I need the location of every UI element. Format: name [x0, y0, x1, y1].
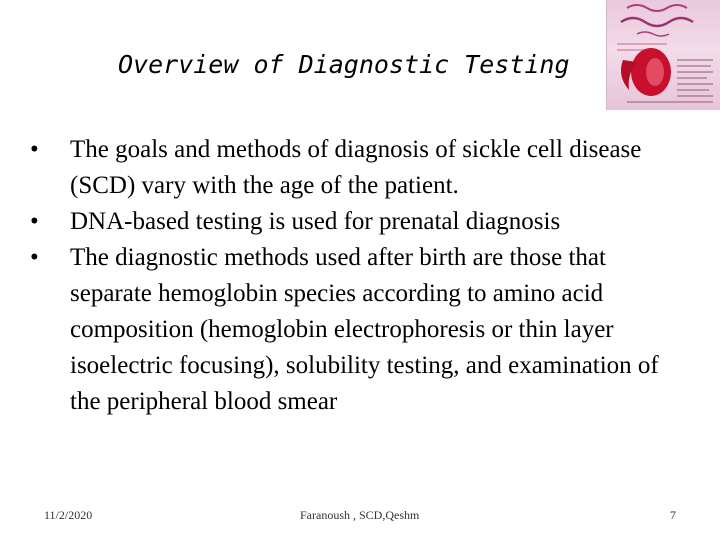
bullet-glyph: • [30, 208, 39, 235]
bullet-glyph: • [30, 136, 39, 163]
bullet-list [30, 132, 670, 420]
page-number: 7 [670, 508, 676, 522]
footer-date: 11/2/2020 [44, 508, 93, 522]
bullet-text: The goals and methods of diagnosis of sickle cell disease (SCD) vary with the age of the patient. [70, 136, 642, 199]
bullet-glyph: • [30, 244, 39, 271]
bullet-item [30, 132, 670, 204]
poster-graphic [607, 0, 720, 110]
footer-author: Faranoush , SCD,Qeshm [300, 508, 420, 522]
bullet-text: DNA-based testing is used for prenatal diagnosis [70, 208, 561, 235]
bullet-text: The diagnostic methods used after birth are those that separate hemoglobin species according to amino acid composition (hemoglobin electrophoresis or thin layer isoelectric focusing), solubility testing, and examination of the peripheral blood smear [70, 244, 659, 415]
bullet-item [30, 204, 670, 240]
bullet-item [30, 240, 670, 420]
conference-poster-image [606, 0, 720, 110]
slide-title: Overview of Diagnostic Testing [118, 50, 570, 79]
